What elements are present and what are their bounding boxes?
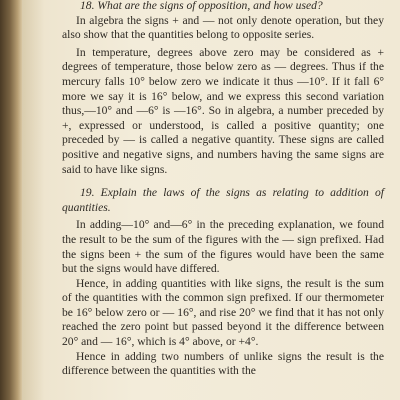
paragraph-18-1: In algebra the signs + and — not only denote operation, but they also show that the quantities belong to opposite series. (62, 13, 384, 42)
question-18: 18. What are the signs of opposition, and how used? (80, 0, 323, 12)
question-19: 19. Explain the laws of the signs as relating to addition of quantities. (62, 186, 384, 214)
paragraph-19-2: Hence, in adding quantities with like signs, the result is the sum of the quantities with the common sign prefixed. If our thermometer be 16° below zero or — 16°, and rise 20° we find that it has not only reached the zero point but passed beyond it the difference between 20° and — 16°, which is 4° above, or +4°. (62, 276, 384, 349)
paragraph-19-3: Hence in adding two numbers of unlike signs the result is the difference between the quantities with the (62, 349, 384, 378)
paragraph-19-1: In adding—10° and—6° in the preceding explanation, we found the result to be the sum of the figures with the — sign prefixed. Had the signs been + the sum of the figures would have been the same but the signs would have differed. (62, 218, 384, 276)
book-spine-shadow (0, 0, 22, 400)
page-text (62, 0, 384, 379)
book-page (22, 0, 400, 400)
paragraph-18-2: In temperature, degrees above zero may be considered as + degrees of temperature, those below zero as — degrees. Thus if the mercury falls 10° below zero we indicate it thus —10°. If it fall 6° more we say it is 16° below, and we express this second variation thus,—10° and —6° is —16°. So in algebra, a number preceded by +, expressed or understood, is called a positive quantity; one preceded by — is called a negative quantity. These signs are called positive and negative signs, and numbers having the same signs are said to have like signs. (62, 45, 384, 176)
